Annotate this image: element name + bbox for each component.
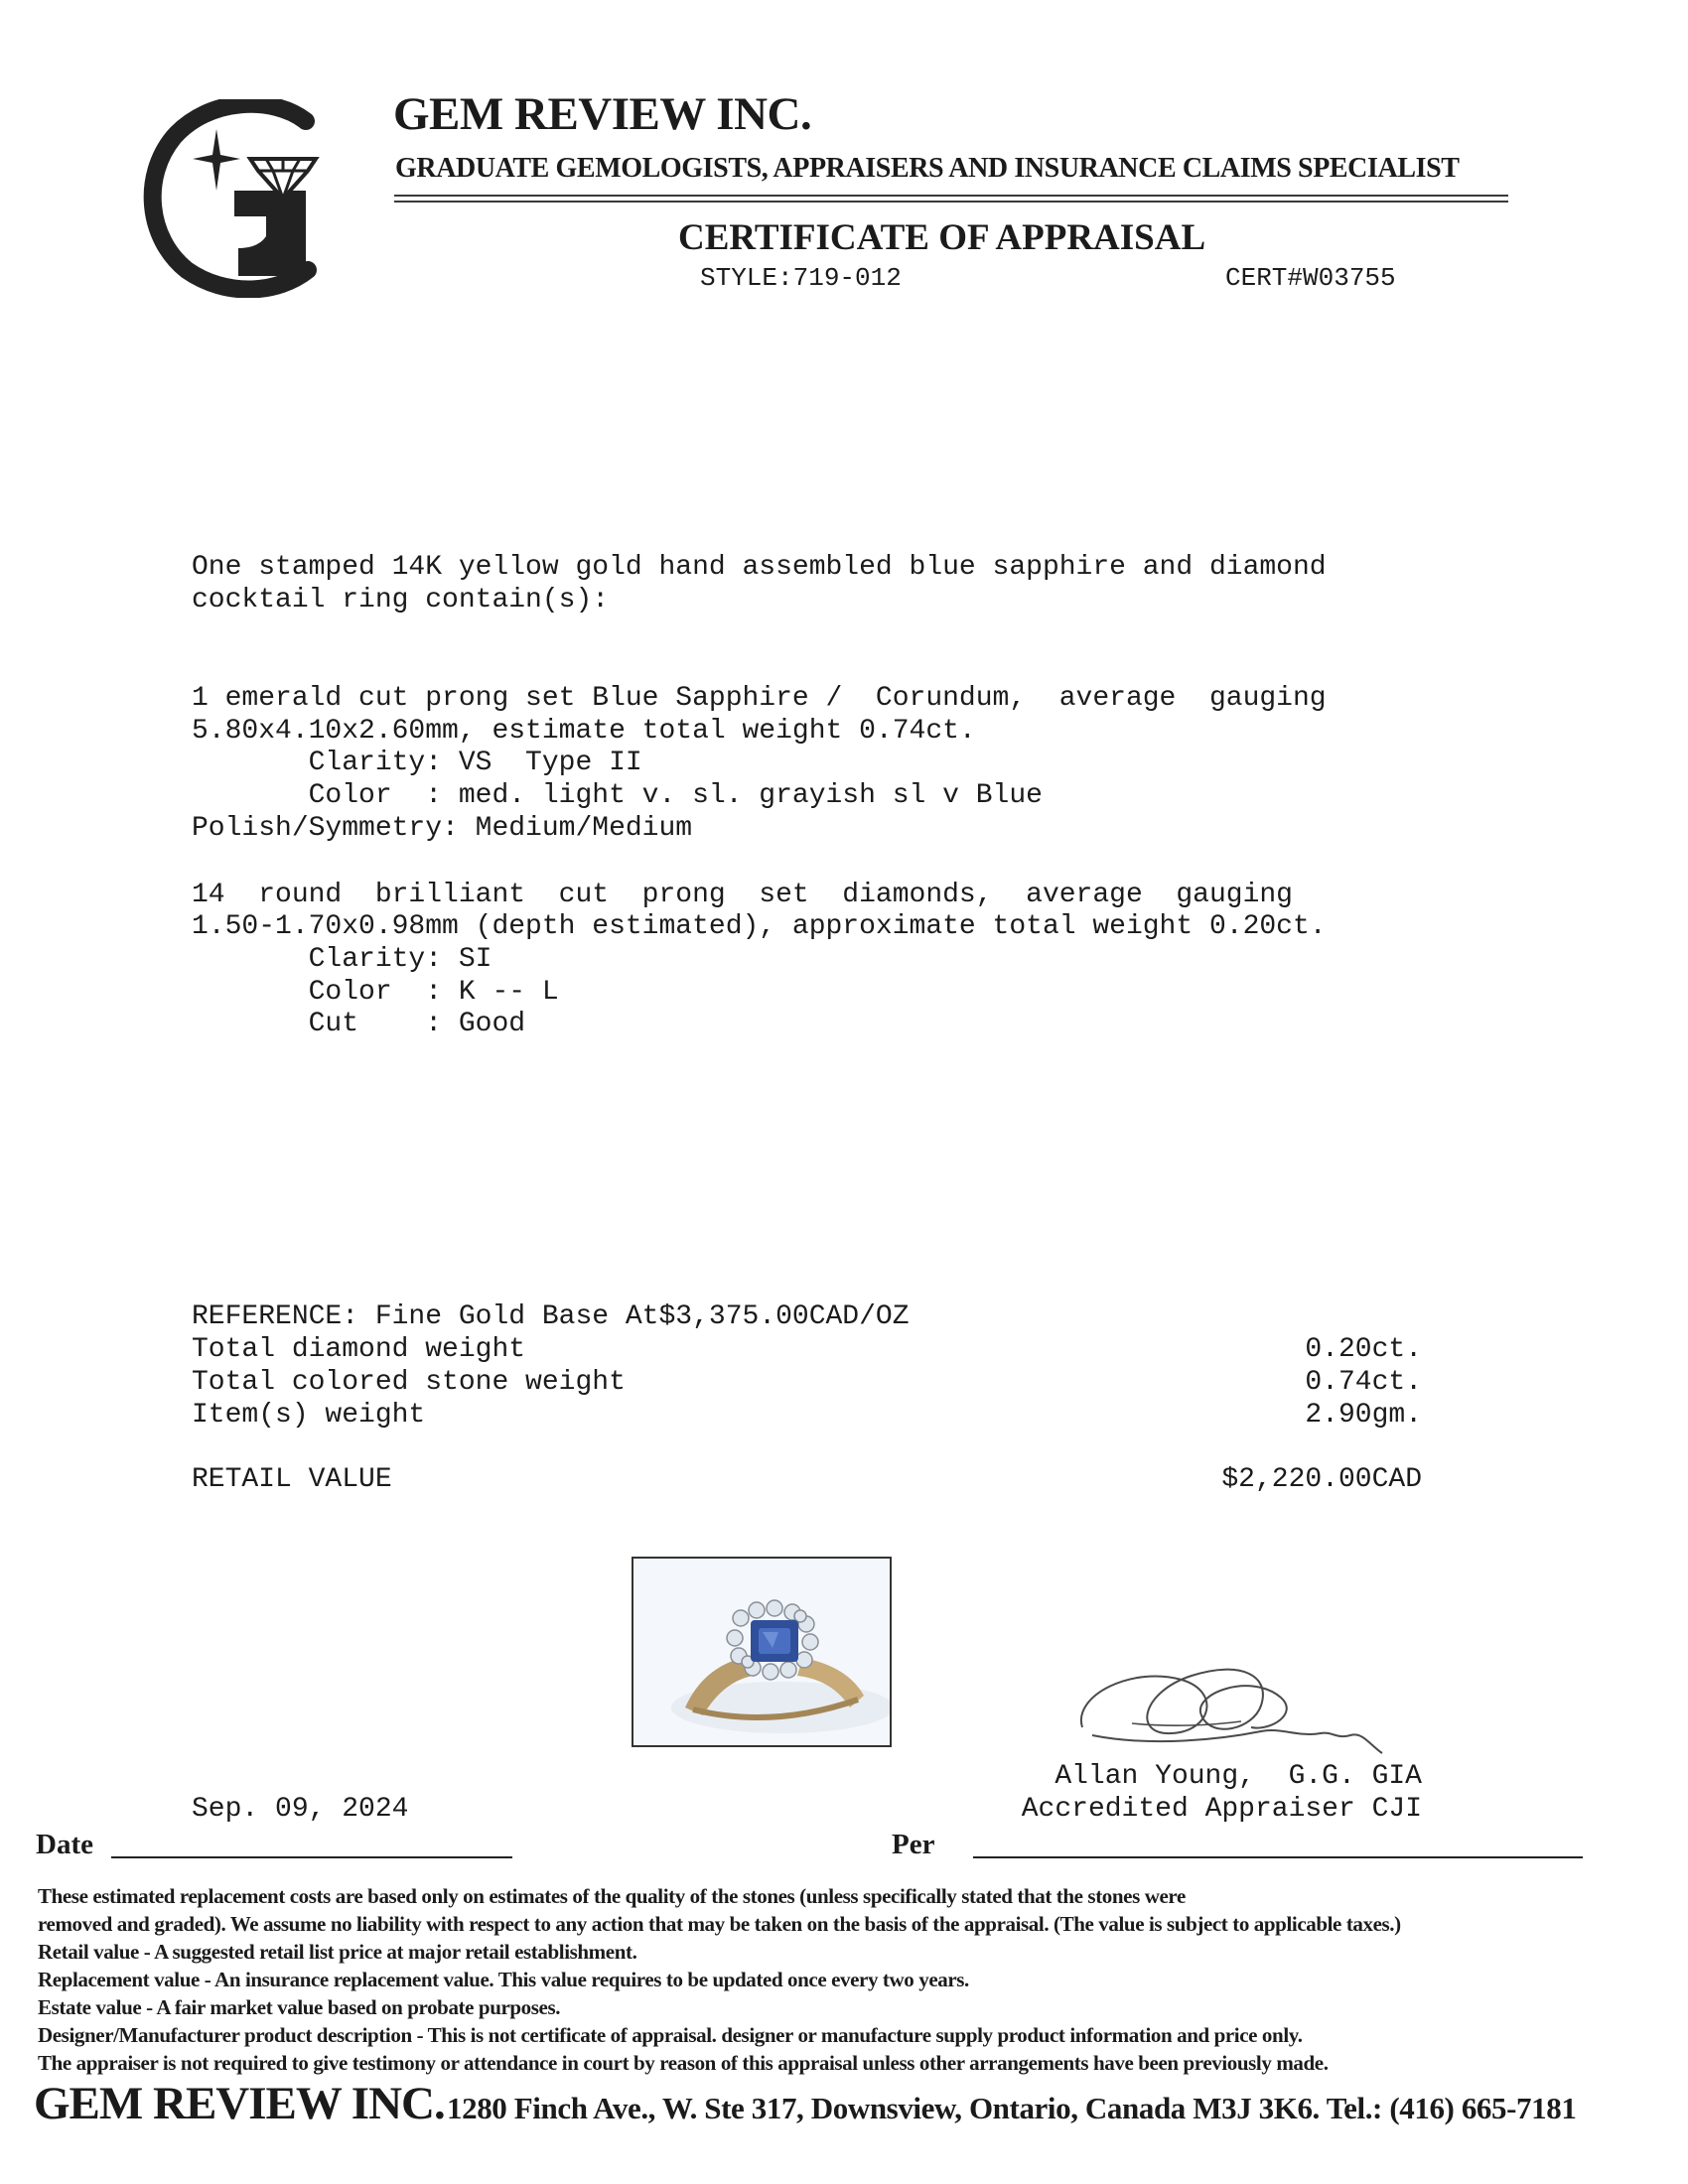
sapphire-polish: Polish/Symmetry: Medium/Medium bbox=[192, 813, 693, 844]
sapphire-color: Color : med. light v. sl. grayish sl v Blue bbox=[192, 780, 1043, 811]
summary-value-diamond-weight: 0.20ct. bbox=[1305, 1334, 1422, 1365]
sapphire-line: 5.80x4.10x2.60mm, estimate total weight 0.74ct. bbox=[192, 716, 976, 747]
disclaimer-line: The appraiser is not required to give testimony or attendance in court by reason of this appraisal unless other arrangements have been previously made. bbox=[38, 2051, 1329, 2075]
diamonds-line: 1.50-1.70x0.98mm (depth estimated), approximate total weight 0.20ct. bbox=[192, 911, 1327, 942]
appraiser-name: Allan Young, G.G. GIA bbox=[1055, 1761, 1422, 1792]
company-logo-icon bbox=[139, 99, 338, 298]
sapphire-line: 1 emerald cut prong set Blue Sapphire / Corundum, average gauging bbox=[192, 683, 1327, 714]
disclaimer-line: removed and graded). We assume no liability with respect to any action that may be taken on the basis of the appraisal. (The value is subject to applicable taxes.) bbox=[38, 1912, 1401, 1936]
footer-company-name: GEM REVIEW INC. bbox=[34, 2078, 445, 2129]
diamonds-color: Color : K -- L bbox=[192, 977, 559, 1008]
style-number: STYLE:719-012 bbox=[700, 263, 902, 293]
summary-label-diamond-weight: Total diamond weight bbox=[192, 1334, 526, 1365]
gold-reference: REFERENCE: Fine Gold Base At$3,375.00CAD/OZ bbox=[192, 1301, 910, 1332]
footer-address: 1280 Finch Ave., W. Ste 317, Downsview, Ontario, Canada M3J 3K6. Tel.: (416) 665-7181 bbox=[447, 2091, 1577, 2125]
disclaimer-line: Replacement value - An insurance replacement value. This value requires to be updated once every two years. bbox=[38, 1968, 969, 1991]
per-underline bbox=[973, 1856, 1583, 1858]
appraiser-title: Accredited Appraiser CJI bbox=[1021, 1794, 1422, 1825]
ring-photo bbox=[632, 1557, 892, 1747]
summary-label-item-weight: Item(s) weight bbox=[192, 1400, 426, 1431]
sapphire-clarity: Clarity: VS Type II bbox=[192, 748, 642, 778]
diamonds-clarity: Clarity: SI bbox=[192, 944, 492, 975]
header-rule-bottom bbox=[394, 201, 1508, 203]
per-label: Per bbox=[892, 1829, 935, 1860]
item-description-line: cocktail ring contain(s): bbox=[192, 585, 610, 615]
date-underline bbox=[111, 1856, 512, 1858]
certificate-number: CERT#W03755 bbox=[1225, 263, 1396, 293]
certificate-title: CERTIFICATE OF APPRAISAL bbox=[678, 217, 1206, 258]
diamonds-cut: Cut : Good bbox=[192, 1009, 526, 1039]
summary-value-colored-stone-weight: 0.74ct. bbox=[1305, 1367, 1422, 1398]
item-description-line: One stamped 14K yellow gold hand assembled blue sapphire and diamond bbox=[192, 552, 1327, 583]
diamonds-line: 14 round brilliant cut prong set diamonds, average gauging bbox=[192, 880, 1293, 910]
summary-value-item-weight: 2.90gm. bbox=[1305, 1400, 1422, 1431]
retail-value-label: RETAIL VALUE bbox=[192, 1464, 392, 1495]
header-rule-top bbox=[394, 195, 1508, 197]
disclaimer-line: Designer/Manufacturer product description - This is not certificate of appraisal. designer or manufacture supply product information and price only. bbox=[38, 2023, 1303, 2047]
signature-icon bbox=[1072, 1636, 1400, 1765]
disclaimer-line: Estate value - A fair market value based on probate purposes. bbox=[38, 1995, 561, 2019]
company-name: GEM REVIEW INC. bbox=[393, 88, 812, 140]
summary-label-colored-stone-weight: Total colored stone weight bbox=[192, 1367, 626, 1398]
disclaimer-line: These estimated replacement costs are based only on estimates of the quality of the stones (unless specifically stated that the stones were bbox=[38, 1884, 1186, 1908]
date-label: Date bbox=[36, 1829, 93, 1860]
appraisal-date: Sep. 09, 2024 bbox=[192, 1794, 409, 1825]
company-tagline: GRADUATE GEMOLOGISTS, APPRAISERS AND INSURANCE CLAIMS SPECIALIST bbox=[395, 153, 1460, 184]
retail-value-amount: $2,220.00CAD bbox=[1221, 1464, 1422, 1495]
disclaimer-line: Retail value - A suggested retail list price at major retail establishment. bbox=[38, 1940, 637, 1964]
